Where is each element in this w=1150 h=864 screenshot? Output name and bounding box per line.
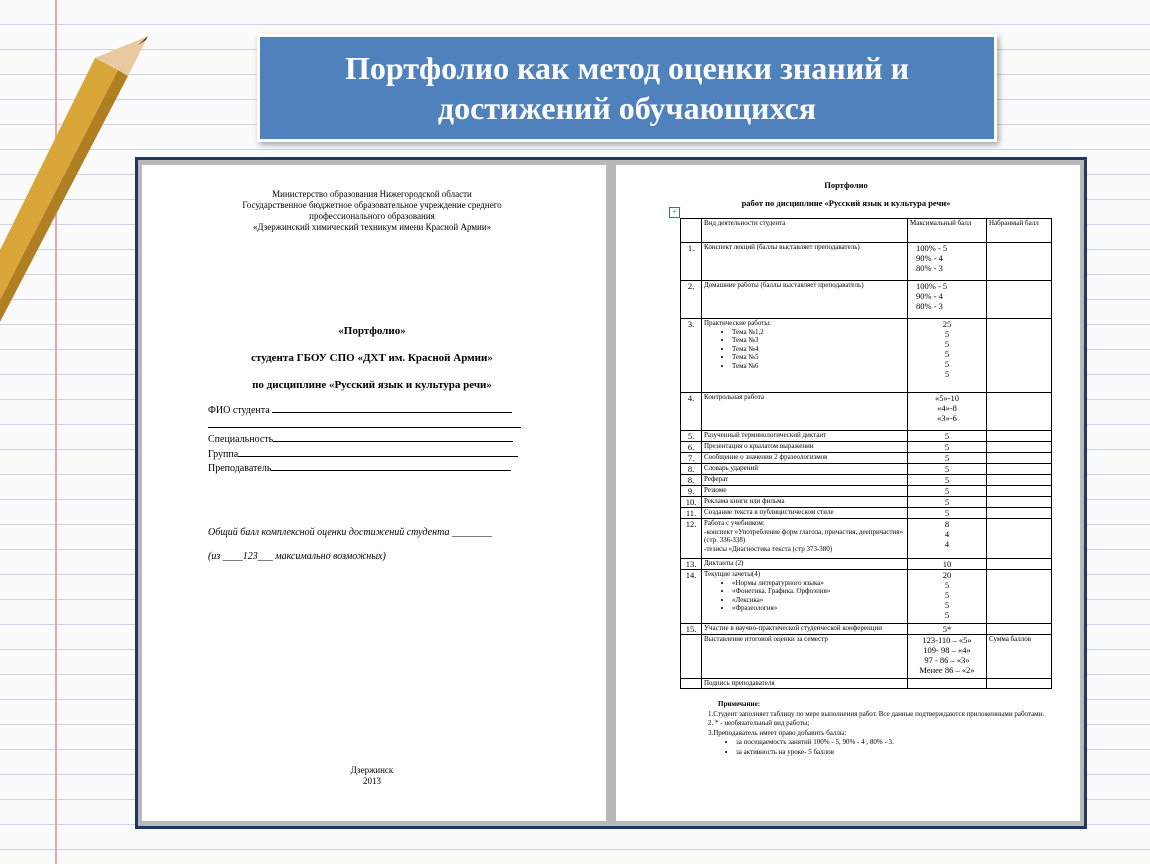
row-activity: Текущие зачеты(4) • «Нормы литературного языка» • «Фонетика. Графика. Орфоэпия» • «Лексика» • «Фразеология» <box>702 570 908 624</box>
note-line: 1.Студент заполняет таблицу по мере выполнения работ. Все данные подтверждаются приложенными работами. <box>708 709 1045 718</box>
row-got <box>987 431 1052 442</box>
table-row <box>681 508 1052 519</box>
portfolio-title: Портфолио <box>824 180 868 190</box>
row-got: Сумма баллов <box>987 635 1052 679</box>
table-cell <box>681 219 702 243</box>
row-number: 4. <box>681 393 702 431</box>
row-got <box>987 464 1052 475</box>
row-number: 3. <box>681 319 702 393</box>
field-line <box>272 403 512 413</box>
row-number: 10. <box>681 497 702 508</box>
table-row <box>681 486 1052 497</box>
portfolio-subtitle: работ по дисциплине «Русский язык и культура речи» <box>741 198 951 208</box>
table-row <box>681 431 1052 442</box>
row-number: 11. <box>681 508 702 519</box>
row-got <box>987 243 1052 281</box>
row-got <box>987 508 1052 519</box>
row-got <box>987 453 1052 464</box>
ministry-line: профессионального образования <box>309 211 435 221</box>
row-got <box>987 393 1052 431</box>
row-got <box>987 679 1052 689</box>
row-got <box>987 475 1052 486</box>
table-row <box>681 453 1052 464</box>
table-row <box>681 393 1052 431</box>
student-fields <box>208 403 521 476</box>
cover-page <box>142 165 606 821</box>
row-number: 5. <box>681 431 702 442</box>
row-number: 2. <box>681 281 702 319</box>
row-scores: 5 <box>908 442 987 453</box>
row-scores: 5* <box>908 624 987 635</box>
slide-title-line1: Портфолио как метод оценки знаний и <box>344 50 910 86</box>
row-number: 13. <box>681 559 702 570</box>
row-scores: 10 <box>908 559 987 570</box>
table-row <box>681 281 1052 319</box>
row-scores: 5 <box>908 486 987 497</box>
slide-title <box>257 34 997 142</box>
row-activity: Диктанты (2) <box>702 559 908 570</box>
row-number: 8. <box>681 464 702 475</box>
row-scores: 100% - 5 90% - 4 80% - 3 <box>908 243 987 281</box>
row-activity: Сообщение о значении 2 фразеологизмов <box>702 453 908 464</box>
field-label: ФИО студента <box>208 405 270 416</box>
row-activity: Выставление итоговой оценки за семестр <box>702 635 908 679</box>
row-got <box>987 570 1052 624</box>
row-got <box>987 442 1052 453</box>
doc-title: «Портфолио» <box>338 325 406 337</box>
field-label: Преподаватель <box>208 463 272 474</box>
student-of: студента ГБОУ СПО «ДХТ им. Красной Армии» <box>251 352 493 364</box>
field-line <box>238 447 518 457</box>
row-got <box>987 559 1052 570</box>
table-row <box>681 559 1052 570</box>
row-activity: Работа с учебником: -конспект «Употребление форм глагола, причастия, деепричастия» (стр. 336-338) -тезисы «Диагностика текста (стр 373-380) <box>702 519 908 559</box>
year: 2013 <box>363 776 381 786</box>
row-number: 1. <box>681 243 702 281</box>
row-activity: Словарь ударений <box>702 464 908 475</box>
table-row <box>681 679 1052 689</box>
notes <box>708 700 1058 757</box>
row-activity: Конспект лекций (баллы выставляет преподаватель) <box>702 243 908 281</box>
notes-title: Примечание: <box>718 700 761 708</box>
field-label: Специальность <box>208 434 274 445</box>
note-line: 3.Преподаватель имеет право добавить баллы: <box>708 728 847 737</box>
row-activity: Домашние работы (баллы выставляет преподаватель) <box>702 281 908 319</box>
row-scores: 5 <box>908 497 987 508</box>
row-activity: Контрольная работа <box>702 393 908 431</box>
row-number: 14. <box>681 570 702 624</box>
row-scores: 8 4 4 <box>908 519 987 559</box>
note-bullet: • за активность на уроке- 5 баллов <box>736 748 1058 758</box>
row-activity: Реклама книги или фильма <box>702 497 908 508</box>
row-activity: Практические работы: • Тема №1,2 • Тема №3 • Тема №4 • Тема №5 • Тема №6 <box>702 319 908 393</box>
row-activity: Создание текста в публицистическом стиле <box>702 508 908 519</box>
field-line <box>273 432 513 442</box>
header-activity: Вид деятельности студента <box>702 219 908 243</box>
field-line <box>271 461 511 471</box>
row-scores: 25 5 5 5 5 5 <box>908 319 987 393</box>
ministry-line: Государственное бюджетное образовательное учреждение среднего <box>242 200 502 210</box>
row-number: 12. <box>681 519 702 559</box>
row-scores: 123-110 – «5» 109- 98 – «4» 97 - 86 – «3» Менее 86 – «2» <box>908 635 987 679</box>
total-score-line: Общий балл комплексной оценки достижений студента ________ <box>208 527 492 538</box>
row-number: 9. <box>681 486 702 497</box>
row-activity: Презентация о крылатом выражении <box>702 442 908 453</box>
table-row <box>681 319 1052 393</box>
row-activity: Разученный терминологический диктант <box>702 431 908 442</box>
table-row <box>681 243 1052 281</box>
table-row <box>681 497 1052 508</box>
row-scores: «5»-10 «4»-8 «3»-6 <box>908 393 987 431</box>
table-row <box>681 464 1052 475</box>
header-got: Набранный балл <box>987 219 1052 243</box>
row-number: 8. <box>681 475 702 486</box>
table-row <box>681 475 1052 486</box>
document-frame <box>135 157 1087 829</box>
table-row <box>681 442 1052 453</box>
row-scores: 5 <box>908 475 987 486</box>
field-line <box>208 418 521 428</box>
table-row <box>681 519 1052 559</box>
note-line: 2. * - необязательный вид работы; <box>708 719 810 727</box>
row-got <box>987 486 1052 497</box>
discipline: по дисциплине «Русский язык и культура речи» <box>252 379 492 391</box>
row-got <box>987 519 1052 559</box>
row-scores: 20 5 5 5 5 <box>908 570 987 624</box>
max-score-line: (из ____123___ максимально возможных) <box>208 551 386 562</box>
row-activity: Резюме <box>702 486 908 497</box>
city: Дзержинск <box>350 765 394 775</box>
row-got <box>987 281 1052 319</box>
row-scores: 5 <box>908 464 987 475</box>
row-number: 7. <box>681 453 702 464</box>
ministry-line: «Дзержинский химический техникум имени Красной Армии» <box>252 222 492 232</box>
row-scores: 5 <box>908 453 987 464</box>
row-activity: Подпись преподавателя <box>702 679 908 689</box>
ministry-header <box>212 189 532 233</box>
row-number <box>681 635 702 679</box>
row-got <box>987 319 1052 393</box>
row-number: 6. <box>681 442 702 453</box>
table-row <box>681 635 1052 679</box>
row-number: 15. <box>681 624 702 635</box>
header-max: Максимальный балл <box>908 219 987 243</box>
portfolio-page <box>616 165 1080 821</box>
table-move-handle-icon[interactable]: + <box>669 207 680 218</box>
row-scores: 5 <box>908 508 987 519</box>
city-year <box>322 765 422 787</box>
table-row <box>681 570 1052 624</box>
row-scores <box>908 679 987 689</box>
row-activity: Реферат <box>702 475 908 486</box>
note-bullet: • за посещаемость занятий 100% - 5, 90% - 4 , 80% - 3. <box>736 738 1058 748</box>
row-scores: 100% - 5 90% - 4 80% - 3 <box>908 281 987 319</box>
row-activity: Участие в научно-практической студенческой конференции <box>702 624 908 635</box>
row-got <box>987 624 1052 635</box>
ministry-line: Министерство образования Нижегородской области <box>272 189 472 199</box>
row-got <box>987 497 1052 508</box>
table-row <box>681 624 1052 635</box>
field-label: Группа <box>208 448 239 460</box>
row-number <box>681 679 702 689</box>
slide-title-line2: достижений обучающихся <box>437 90 817 126</box>
row-scores: 5 <box>908 431 987 442</box>
portfolio-table <box>680 218 1052 689</box>
